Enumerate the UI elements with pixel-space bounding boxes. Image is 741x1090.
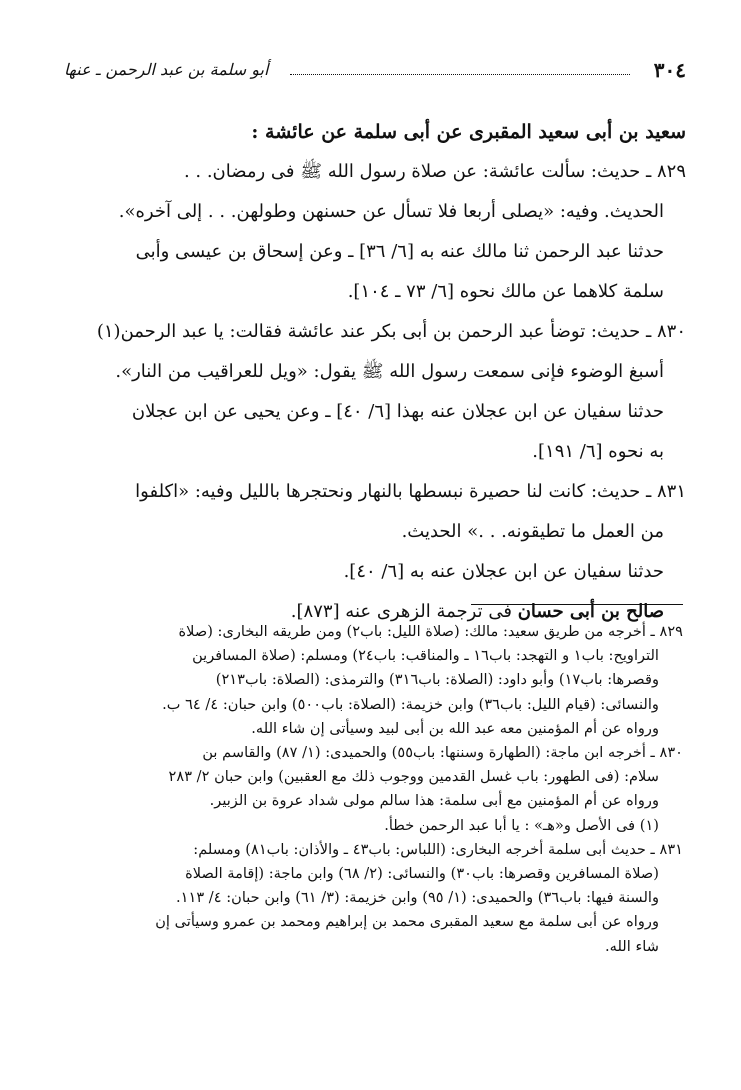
- footnote-829-line-2: التراويح: باب١ و التهجد: باب١٦ ـ والمناقب: باب٢٤) ومسلم: (صلاة المسافرين: [192, 647, 659, 665]
- footnote-829-line-3: وقصرها: باب١٧) وأبو داود: (الصلاة: باب٣١٦) والترمذى: (الصلاة: باب٢١٣): [215, 671, 659, 689]
- footnote-831-line-3: والسنة فيها: باب٣٦) والحميدى: (١/ ٩٥) وابن خزيمة: (٣/ ٦١) وابن حبان: ٤/ ١١٣.: [176, 889, 659, 907]
- header-dotted-rule: [290, 74, 630, 75]
- footnote-830-line-1: ٨٣٠ ـ أخرجه ابن ماجة: (الطهارة وسننها: باب٥٥) والحميدى: (١/ ٨٧) والقاسم بن: [202, 744, 683, 762]
- footnote-830-line-2: سلام: (فى الطهور: باب غسل القدمين ووجوب ذلك مع العقبين) وابن حبان ٢/ ٢٨٣: [168, 768, 659, 786]
- closing-rest: فى ترجمة الزهرى عنه [٨٧٣].: [290, 601, 512, 622]
- footnote-830-line-3: ورواه عن أم المؤمنين مع أبى سلمة: هذا سالم مولى شداد عروة بن الزبير.: [209, 792, 659, 810]
- footnote-separator: [471, 604, 683, 605]
- closing-name: صالح بن أبى حسان: [517, 601, 664, 622]
- footnote-830-note-1: (١) فى الأصل و«هـ» : يا أبا عبد الرحمن خطأ.: [384, 816, 659, 834]
- hadith-830-line-3: حدثنا سفيان عن ابن عجلان عنه بهذا [٦/ ٤٠] ـ وعن يحيى عن ابن عجلان: [131, 401, 664, 422]
- footnote-829-line-1: ٨٢٩ ـ أخرجه من طريق سعيد: مالك: (صلاة الليل: باب٢) ومن طريقه البخارى: (صلاة: [178, 623, 683, 640]
- hadith-829-line-2: الحديث. وفيه: «يصلى أربعا فلا تسأل عن حسنهن وطولهن. . . إلى آخره».: [118, 201, 664, 222]
- footnote-829-line-5: ورواه عن أم المؤمنين معه عبد الله بن أبى لبيد وسيأتى إن شاء الله.: [251, 719, 659, 737]
- section-title: سعيد بن أبى سعيد المقبرى عن أبى سلمة عن عائشة :: [251, 121, 686, 143]
- hadith-831-line-1: ٨٣١ ـ حديث: كانت لنا حصيرة نبسطها بالنهار ونحتجرها بالليل وفيه: «اكلفوا: [135, 481, 686, 502]
- hadith-830-line-1: ٨٣٠ ـ حديث: توضأ عبد الرحمن بن أبى بكر عند عائشة فقالت: يا عبد الرحمن(١): [96, 321, 686, 342]
- running-title: أبو سلمة بن عبد الرحمن ـ عنها: [64, 60, 269, 79]
- hadith-829-line-1: ٨٢٩ ـ حديث: سألت عائشة: عن صلاة رسول الله ﷺ فى رمضان. . .: [183, 161, 686, 182]
- footnotes-section: [53, 604, 683, 959]
- page: [58, 50, 686, 632]
- footnote-831-line-1: ٨٣١ ـ حديث أبى سلمة أخرجه البخارى: (اللباس: باب٤٣ ـ والأذان: باب٨١) ومسلم:: [193, 840, 683, 858]
- hadith-829-line-3: حدثنا عبد الرحمن ثنا مالك عنه به [٦/ ٣٦] ـ وعن إسحاق بن عيسى وأبى: [135, 241, 664, 262]
- hadith-831-line-2: من العمل ما تطيقونه. . .» الحديث.: [401, 521, 664, 542]
- footnote-831-line-4: ورواه عن أبى سلمة مع سعيد المقبرى محمد بن إبراهيم ومحمد بن عمرو وسيأتى إن: [155, 913, 659, 931]
- footnotes: [53, 604, 683, 959]
- footnote-831-line-2: (صلاة المسافرين وقصرها: باب٣٠) والنسائى: (٢/ ٦٨) وابن ماجة: (إقامة الصلاة: [185, 865, 659, 883]
- page-header: [58, 50, 686, 84]
- footnote-829-line-4: والنسائى: (قيام الليل: باب٣٦) وابن خزيمة: (الصلاة: باب٥٠٠) وابن حبان: ٤/ ٦٤ ب.: [162, 695, 659, 713]
- hadith-830-line-2: أسبغ الوضوء فإنى سمعت رسول الله ﷺ يقول: «ويل للعراقيب من النار».: [115, 361, 664, 382]
- page-number: ٣٠٤: [653, 58, 686, 82]
- hadith-831-line-3: حدثنا سفيان عن ابن عجلان عنه به [٦/ ٤٠].: [343, 561, 664, 582]
- hadith-830-line-4: به نحوه [٦/ ١٩١].: [532, 441, 664, 462]
- main-text: [58, 112, 686, 632]
- footnote-831-line-5: شاء الله.: [605, 937, 659, 955]
- hadith-829-line-4: سلمة كلاهما عن مالك نحوه [٦/ ٧٣ ـ ١٠٤].: [347, 281, 664, 302]
